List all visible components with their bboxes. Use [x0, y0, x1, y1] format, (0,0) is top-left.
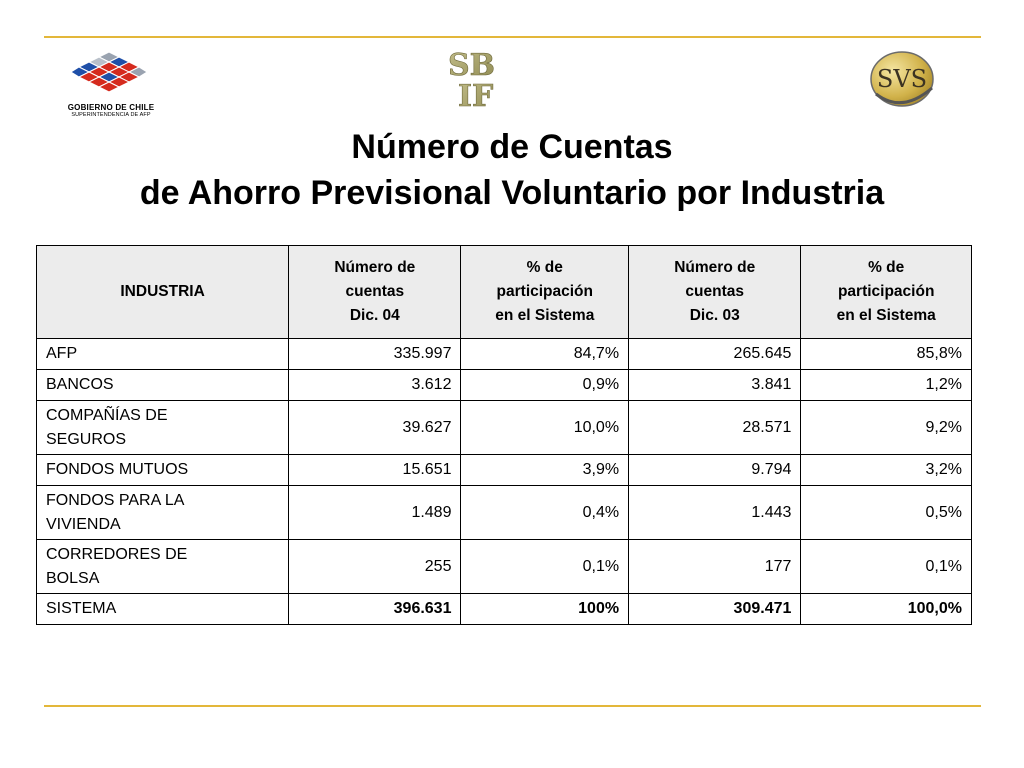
cell-pct-dic03: 85,8%	[801, 339, 972, 370]
bottom-divider	[44, 705, 981, 707]
header-line: Número de	[674, 259, 756, 276]
header-cuentas-dic04	[289, 246, 461, 339]
title-line-2: de Ahorro Previsional Voluntario por Industria	[139, 174, 885, 212]
cell-pct-dic03: 0,1%	[801, 540, 972, 594]
row-label-line: CORREDORES DE	[46, 545, 188, 563]
table-row-sistema-total	[37, 594, 972, 625]
cell-cuentas-dic03: 1.443	[629, 486, 801, 540]
cell-cuentas-dic04: 39.627	[289, 401, 461, 455]
title-line-1: Número de Cuentas	[351, 128, 673, 166]
header-line: cuentas	[345, 283, 405, 300]
table-row-fondos-para-la-vivienda	[37, 486, 972, 540]
cell-cuentas-dic03: 177	[629, 540, 801, 594]
chile-cube-icon	[70, 50, 148, 100]
gov-sub-text: SUPERINTENDENCIA DE AFP	[71, 112, 151, 118]
row-label-line: VIVIENDA	[46, 515, 121, 533]
cell-pct-dic03: 9,2%	[801, 401, 972, 455]
cell-pct-dic04: 0,4%	[461, 486, 629, 540]
header-line: Dic. 03	[689, 307, 740, 324]
table-header-row	[37, 246, 972, 339]
row-label	[37, 540, 289, 594]
cell-cuentas-dic04: 335.997	[289, 339, 461, 370]
header-line: % de	[526, 259, 563, 276]
row-label-line: COMPAÑÍAS DE	[46, 406, 168, 424]
header-line: participación	[496, 283, 593, 300]
cell-pct-dic03: 0,5%	[801, 486, 972, 540]
cell-cuentas-dic04: 255	[289, 540, 461, 594]
sbif-sb-text: SB	[448, 48, 496, 83]
header-participacion-dic03	[801, 246, 972, 339]
cell-pct-dic03: 1,2%	[801, 370, 972, 401]
svs-logo	[866, 44, 942, 115]
cell-cuentas-dic03: 9.794	[629, 455, 801, 486]
gobierno-de-chile-logo	[56, 50, 166, 122]
header-participacion-dic04	[461, 246, 629, 339]
cell-pct-dic04: 0,1%	[461, 540, 629, 594]
cell-cuentas-dic03: 3.841	[629, 370, 801, 401]
cell-cuentas-dic04: 396.631	[289, 594, 461, 625]
cell-pct-dic03: 3,2%	[801, 455, 972, 486]
table-row-bancos	[37, 370, 972, 401]
row-label: FONDOS MUTUOS	[37, 455, 289, 486]
row-label: SISTEMA	[37, 594, 289, 625]
cell-cuentas-dic03: 265.645	[629, 339, 801, 370]
header-line: Número de	[334, 259, 416, 276]
header-line: % de	[868, 259, 905, 276]
sbif-logo	[446, 46, 508, 113]
header-line: cuentas	[685, 283, 745, 300]
page-title	[0, 124, 1024, 216]
header-line: en el Sistema	[495, 307, 595, 324]
table-row-fondos-mutuos	[37, 455, 972, 486]
sbif-if-text: IF	[458, 79, 494, 108]
table-row-corredores-de-bolsa	[37, 540, 972, 594]
cell-cuentas-dic03: 28.571	[629, 401, 801, 455]
row-label: BANCOS	[37, 370, 289, 401]
cell-pct-dic04: 3,9%	[461, 455, 629, 486]
table-row-afp	[37, 339, 972, 370]
cell-pct-dic03: 100,0%	[801, 594, 972, 625]
row-label-line: BOLSA	[46, 569, 100, 587]
header-cuentas-dic03	[629, 246, 801, 339]
cell-pct-dic04: 0,9%	[461, 370, 629, 401]
cell-pct-dic04: 10,0%	[461, 401, 629, 455]
apv-accounts-table	[36, 245, 972, 625]
cell-cuentas-dic04: 3.612	[289, 370, 461, 401]
cell-cuentas-dic04: 15.651	[289, 455, 461, 486]
row-label	[37, 401, 289, 455]
header-line: Dic. 04	[349, 307, 400, 324]
cell-cuentas-dic03: 309.471	[629, 594, 801, 625]
row-label-line: SEGUROS	[46, 430, 127, 448]
row-label	[37, 486, 289, 540]
gov-name-text: GOBIERNO DE CHILE	[67, 103, 155, 112]
header-line: participación	[837, 283, 935, 300]
top-divider	[44, 36, 981, 38]
row-label-line: FONDOS PARA LA	[46, 491, 185, 509]
row-label: AFP	[37, 339, 289, 370]
svs-text: SVS	[876, 65, 928, 93]
cell-pct-dic04: 100%	[461, 594, 629, 625]
cell-pct-dic04: 84,7%	[461, 339, 629, 370]
table-row-companias-de-seguros	[37, 401, 972, 455]
header-line: en el Sistema	[836, 307, 936, 324]
header-industria: INDUSTRIA	[37, 246, 289, 339]
cell-cuentas-dic04: 1.489	[289, 486, 461, 540]
